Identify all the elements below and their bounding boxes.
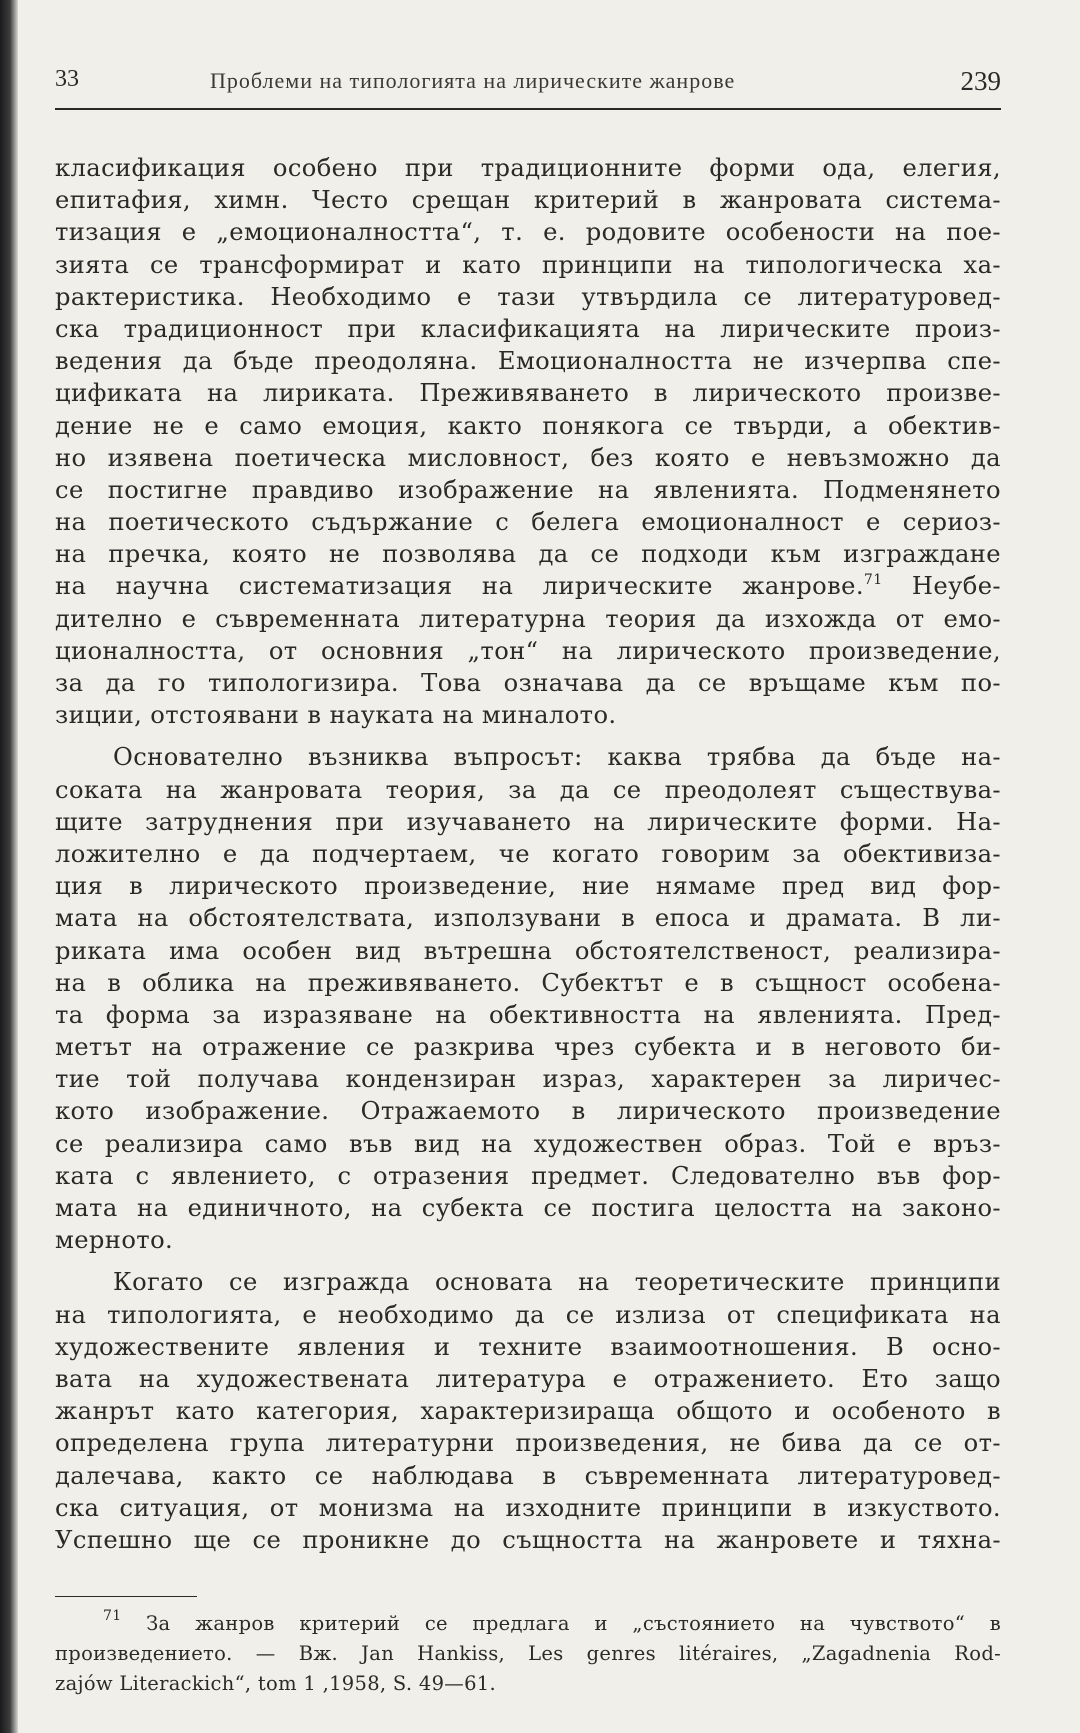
text-line: тие той получава кондензиран израз, характерен за лиричес-: [55, 1065, 1001, 1094]
section-number: 33: [55, 66, 79, 92]
footnote-rule: [55, 1596, 197, 1597]
text-line: дително е съвременната литературна теория да изхожда от емо-: [55, 604, 1001, 633]
text-line: цификата на лириката. Преживяването в лирическото произве-: [55, 379, 1001, 408]
text-line: рактеристика. Необходимо е тази утвърдила се литературовед-: [55, 282, 1001, 311]
text-line: художествените явления и техните взаимоотношения. В осно-: [55, 1332, 1001, 1361]
text-line: на пречка, която не позволява да се подходи към изграждане: [55, 540, 1001, 569]
text-line: Успешно ще се проникне до същността на жанровете и тяхна-: [55, 1525, 1001, 1554]
text-line: Когато се изгражда основата на теоретическите принципи: [113, 1268, 1001, 1297]
paragraph-1: [55, 152, 1001, 731]
text-line: ция в лирическото произведение, ние нямаме пред вид фор-: [55, 872, 1001, 901]
text-line: ведения да бъде преодоляна. Емоционалността не изчерпва спе-: [55, 347, 1001, 376]
text-line: кото изображение. Отражаемото в лирическото произведение: [55, 1097, 1001, 1126]
text-line: дение не е само емоция, както понякога се твърди, а обектив-: [55, 411, 1001, 440]
book-page: [55, 60, 1001, 1699]
text-line: зиции, отстоявани в науката на миналото.: [55, 701, 617, 730]
text-line: ска традиционност при класификацията на лирическите произ-: [55, 314, 1001, 343]
footnote-line: zajów Literackich“, tom 1 ,1958, S. 49—61.: [55, 1672, 496, 1696]
text-line: класификация особено при традиционните форми ода, елегия,: [55, 154, 1001, 182]
text-line: на типологията, е необходимо да се излиза от спецификата на: [55, 1300, 1001, 1329]
footnote-line: [55, 1609, 1001, 1639]
running-header: [55, 60, 1001, 108]
footnote-line: произведението. — Вж. Jan Hankiss, Les genres litéraires, „Zagadnenia Rod-: [55, 1642, 1001, 1666]
text-fragment: на научна систематизация на лирическите жанрове.: [55, 572, 864, 601]
text-line: зията се трансформират и като принципи на типологическа ха-: [55, 250, 1001, 279]
footnote-number: 71: [103, 1608, 122, 1625]
running-title: Проблеми на типологията на лирическите жанрове: [210, 68, 736, 93]
text-line-with-footnote-ref: [55, 570, 1001, 602]
text-line: мата на единичното, на субекта се постига целостта на законо-: [55, 1194, 1001, 1222]
text-line: на в облика на преживяването. Субектът е в същност особена-: [55, 968, 1001, 997]
header-rule: [55, 108, 1001, 110]
text-line: риката има особен вид вътрешна обстоятелственост, реализира-: [55, 936, 1001, 965]
text-line: та форма за изразяване на обективността на явленията. Пред-: [55, 1000, 1001, 1029]
text-line: метът на отражение се разкрива чрез субекта и в неговото би-: [55, 1033, 1001, 1062]
text-line: ложително е да подчертаем, че когато говорим за обективиза-: [55, 839, 1001, 868]
footnote: [55, 1609, 1001, 1699]
footnote-ref: 71: [863, 572, 883, 589]
text-line: тизация е „емоционалността“, т. е. родовите особености на пое-: [55, 218, 1001, 247]
text-line: на поетическото съдържание с белега емоционалност е сериоз-: [55, 508, 1001, 537]
text-line: соката на жанровата теория, за да се преодолеят съществува-: [55, 775, 1001, 804]
text-line: ска ситуация, от монизма на изходните принципи в изкуството.: [55, 1493, 1001, 1522]
text-line: мерното.: [55, 1226, 174, 1255]
paragraph-2: [55, 741, 1001, 1256]
text-line: но изявена поетическа мисловност, без която е невъзможно да: [55, 443, 1001, 472]
text-line: епитафия, химн. Често срещан критерий в жанровата система-: [55, 186, 1001, 215]
text-line: ката с явлението, с отразения предмет. Следователно във фор-: [55, 1161, 1001, 1190]
page-binding-edge: [0, 0, 18, 1733]
paragraph-3: [55, 1266, 1001, 1556]
text-line: се реализира само във вид на художествен образ. Той е връз-: [55, 1129, 1001, 1158]
text-line: жанрът като категория, характеризираща общото и особеното в: [55, 1397, 1001, 1426]
text-line: мата на обстоятелствата, използувани в епоса и драмата. В ли-: [55, 904, 1001, 933]
text-line: Основателно възниква въпросът: каква трябва да бъде на-: [113, 743, 1001, 772]
text-line: се постигне правдиво изображение на явленията. Подменянето: [55, 475, 1001, 504]
text-line: далечава, както се наблюдава в съвременната литературовед-: [55, 1461, 1001, 1490]
text-line: вата на художествената литература е отражението. Ето защо: [55, 1364, 1001, 1393]
text-line: ционалността, от основния „тон“ на лирическото произведение,: [55, 636, 1001, 665]
text-line: определена група литературни произведения, не бива да се от-: [55, 1429, 1001, 1458]
footnote-text: За жанров критерий се предлага и „състоянието на чувството“ в: [146, 1612, 1002, 1636]
text-line: за да го типологизира. Това означава да се връщаме към по-: [55, 669, 1001, 697]
text-line: щите затруднения при изучаването на лирическите форми. На-: [55, 807, 1001, 836]
text-fragment: Неубе-: [882, 572, 1001, 601]
page-number: 239: [960, 66, 1001, 96]
